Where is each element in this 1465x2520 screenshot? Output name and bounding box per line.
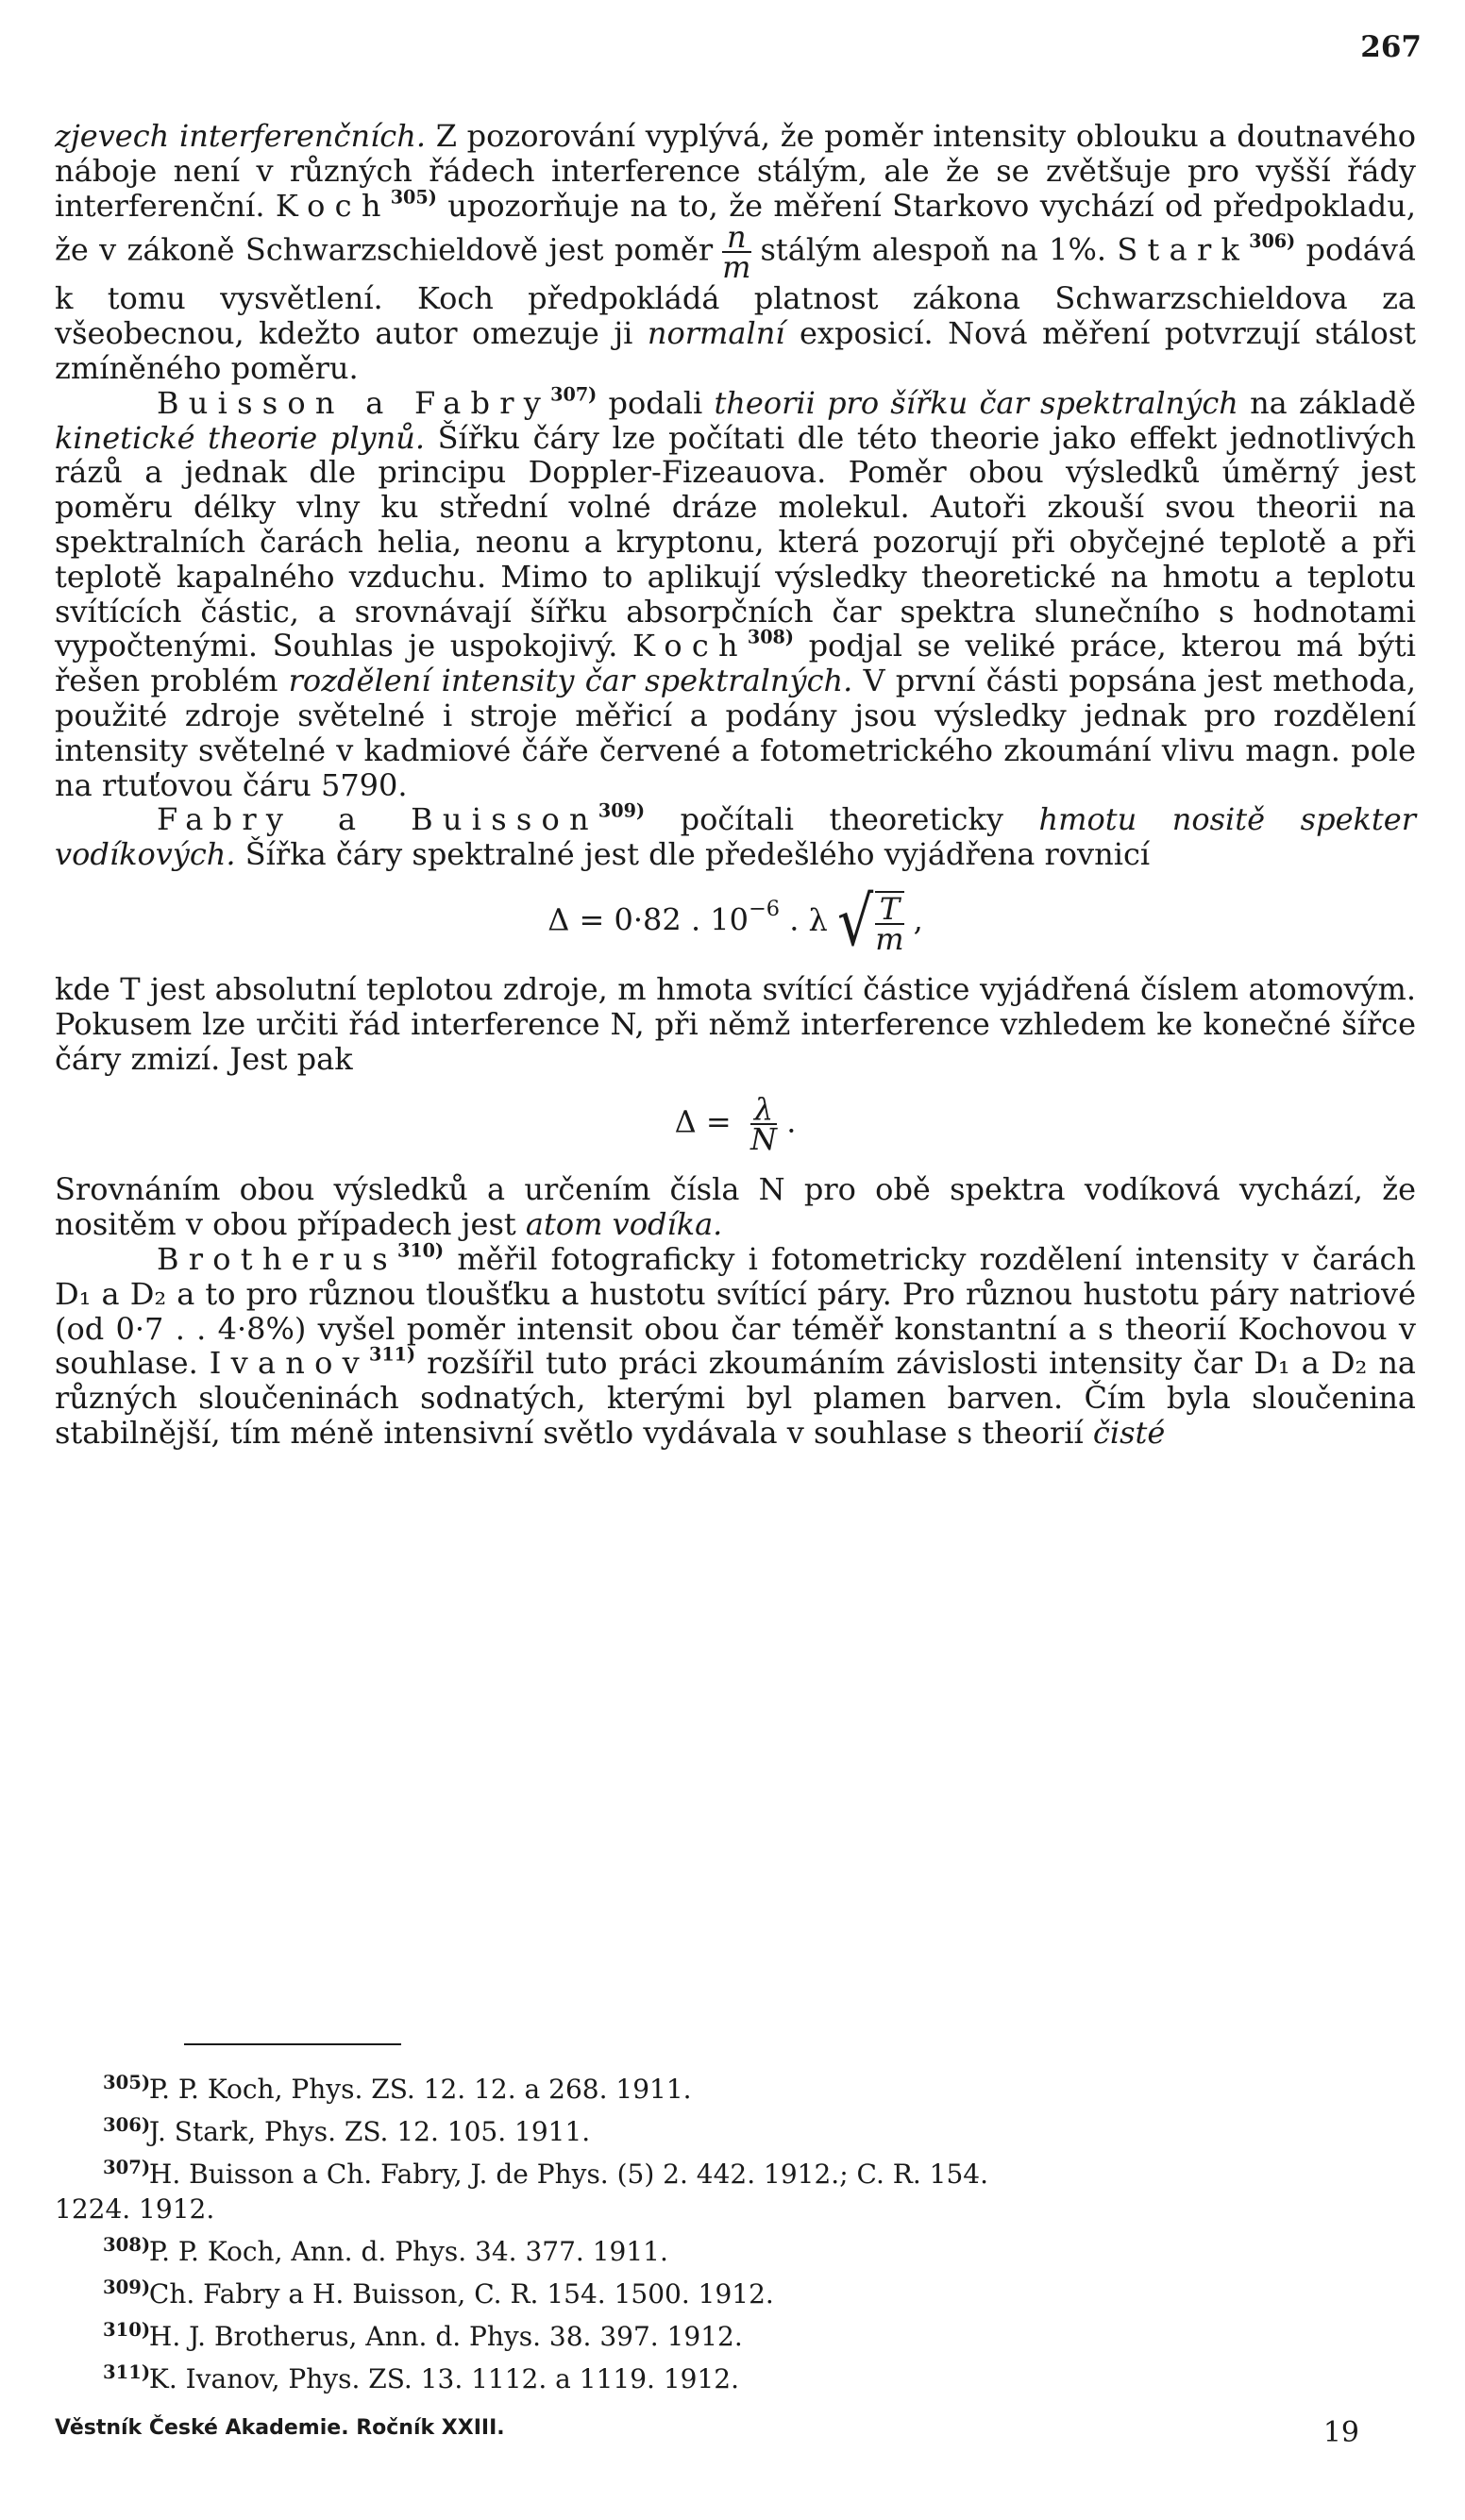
formula-delta-sqrt: Δ = 0·82 . $10^{-6}$ . λ √ $\frac{T}{m}$ , <box>547 882 923 962</box>
spaced-name: Brotherus <box>157 1240 397 1277</box>
footnote-ref: 310) <box>396 1239 445 1262</box>
footnote-ref: 307) <box>550 383 598 406</box>
paragraph-6 <box>55 1239 1417 1451</box>
page-number: 267 <box>1360 30 1422 64</box>
text-run: Z pozorování vyplývá, že poměr intensity oblouku a doutnavého náboje není v různých řádech interference stálým, ale že se zvětšuje pro vyšší řády interferenční. <box>55 118 1417 224</box>
fraction-denominator: m <box>722 249 751 286</box>
text-run: na základě <box>1238 384 1417 421</box>
text-run: stálým alespoň na 1%. <box>760 231 1118 268</box>
footnote-ref: 308) <box>747 626 794 648</box>
footnote-item <box>55 2227 1416 2270</box>
footnote-ref: 305) <box>390 186 437 209</box>
text-run: počítali theoreticky <box>645 801 1039 838</box>
footnote-text: Ch. Fabry a H. Buisson, C. R. 154. 1500. 1912. <box>148 2277 774 2310</box>
text-run: měřil fotograficky i fotometricky rozdělení intensity v čarách D₁ a D₂ a to pro různou tloušťku a hustotu svítící páry. Pro různou hustotu páry natriové (od 0·7 . . 4·8%) vyšel poměr intensit obou čar téměř konstantní a s theorií Kochovou v souhlase. <box>55 1240 1416 1382</box>
footnote-item <box>55 2065 1416 2108</box>
text-run: rozšířil tuto práci zkoumáním závislosti intensity čar D₁ a D₂ na různých sloučeninách sodnatých, kterými byl plamen barven. Čím byla sloučenina stabilnější, tím méně intensivní světlo vydávala v souhlase s theorií <box>55 1345 1417 1451</box>
spaced-name: Fabry a Buisson <box>157 801 598 838</box>
footnote-ref: 309) <box>598 799 646 822</box>
footnote-text: P. P. Koch, Phys. ZS. 12. 12. a 268. 1911. <box>148 2073 692 2105</box>
paragraph-2 <box>55 383 1417 803</box>
footnotes <box>55 2065 1416 2397</box>
footnote-mark: 310) <box>103 2318 151 2341</box>
text-run: Srovnáním obou výsledků a určením čísla N pro obě spektra vodíková vychází, že nositěm v obou případech jest <box>55 1171 1416 1243</box>
journal-name: Věstník České Akademie. Ročník XXIII. <box>55 2416 505 2440</box>
fraction-numerator: n <box>722 223 750 253</box>
paragraph-4: kde T jest absolutní teplotou zdroje, m hmota svítící částice vyjádřená číslem atomovým. Pokusem lze určiti řád interference N, při němž interference vzhledem ke konečné šířce čáry zmizí. Jest pak <box>55 970 1416 1077</box>
paragraph-1 <box>55 119 1416 386</box>
spaced-name: Ivanov <box>209 1345 369 1382</box>
text-run: V první části popsána jest methoda, použité zdroje světelné i stroje měřicí a podány jsou výsledky jednak pro rozdělení intensity světelné v kadmiové čáře červené a fotometrického zkoumání vlivu magn. pole na rtuťovou čáru 5790. <box>55 663 1417 803</box>
italic-text: hmotu nositě spekter vodíkových. <box>55 801 1416 873</box>
footnote-text: H. Buisson a Ch. Fabry, J. de Phys. (5) 2. 442. 1912.; C. R. 154. <box>148 2158 988 2190</box>
footnote-mark: 309) <box>103 2276 151 2299</box>
footnote-ref: 306) <box>1249 230 1296 253</box>
italic-text: atom vodíka. <box>525 1206 723 1243</box>
footnote-item <box>55 2192 1416 2227</box>
footnote-item <box>55 2108 1416 2150</box>
footnote-mark: 306) <box>103 2113 151 2136</box>
footnote-text: H. J. Brotherus, Ann. d. Phys. 38. 397. 1912. <box>148 2320 743 2352</box>
spaced-name: Buisson a Fabry <box>157 384 551 421</box>
text-run: Šířka čáry spektralné jest dle předešlého vyjádřena rovnicí <box>235 836 1151 873</box>
fraction-n-over-m <box>722 219 751 286</box>
footnote-mark: 305) <box>103 2072 151 2093</box>
footnote-rule <box>184 2043 401 2045</box>
text-run: podali <box>597 384 715 421</box>
sqrt-sign: √ <box>836 882 874 962</box>
text-run: upozorňuje na to, že měření Starkovo vychází od předpokladu, že v zákoně Schwarzschieldově jest poměr <box>55 187 1417 268</box>
paragraph-5 <box>55 1172 1416 1242</box>
text-run: podjal se veliké práce, kterou má býti řešen problém <box>55 628 1417 699</box>
footnote-mark: 308) <box>103 2234 151 2257</box>
footnote-text: J. Stark, Phys. ZS. 12. 105. 1911. <box>148 2115 591 2147</box>
paragraph-3 <box>55 799 1416 873</box>
footnote-item <box>55 2312 1416 2355</box>
text-run: Šířku čáry lze počítati dle této theorie jako effekt jednotlivých rázů a jednak dle principu Doppler-Fizeauova. Poměr obou výsledků úměrný jest poměru délky vlny ku střední volné dráze molekul. Autoři zkouší svou theorii na spektralních čarách helia, neonu a kryptonu, která pozorují při obyčejné teplotě a při teplotě kapalného vzduchu. Mimo to aplikují výsledky theoretické na hmotu a teplotu svítících částic, a srovnávají šířku absorpčních čar spektra slunečního s hodnotami vypočtenými. Souhlas je uspokojivý. <box>55 419 1417 664</box>
spaced-name: Koch <box>632 628 748 664</box>
italic-text: normalní <box>647 315 785 352</box>
italic-text: čisté <box>1092 1414 1166 1451</box>
italic-text: zjevech interferenčních. <box>55 118 427 154</box>
spaced-name: Stark <box>1117 231 1250 268</box>
italic-text: theorii pro šířku čar spektralných <box>714 384 1238 421</box>
italic-text: rozdělení intensity čar spektralných. <box>288 663 853 699</box>
footnote-text: 1224. 1912. <box>55 2193 215 2226</box>
footnote-item <box>55 2270 1416 2312</box>
formula-delta-lambda: Δ = $\frac{\lambda}{N}$ . <box>674 1091 797 1158</box>
italic-text: kinetické theorie plynů. <box>55 419 425 456</box>
signature-number: 19 <box>1322 2416 1359 2449</box>
footnote-text: P. P. Koch, Ann. d. Phys. 34. 377. 1911. <box>148 2236 668 2268</box>
footnote-item <box>55 2150 1416 2192</box>
footer <box>55 2416 1416 2449</box>
footnote-mark: 311) <box>103 2360 151 2383</box>
footnote-text: K. Ivanov, Phys. ZS. 13. 1112. a 1119. 1912. <box>148 2362 739 2394</box>
footnote-mark: 307) <box>103 2156 151 2178</box>
footnote-ref: 311) <box>368 1343 416 1366</box>
footnote-item <box>55 2355 1416 2397</box>
text-run: podává k tomu vysvětlení. Koch předpokládá platnost zákona Schwarzschieldova za všeobecnou, kdežto autor omezuje ji <box>55 231 1417 352</box>
spaced-name: Koch <box>275 187 391 224</box>
text-run: exposicí. Nová měření potvrzují stálost zmíněného poměru. <box>55 315 1417 386</box>
main-text <box>55 119 1416 1451</box>
